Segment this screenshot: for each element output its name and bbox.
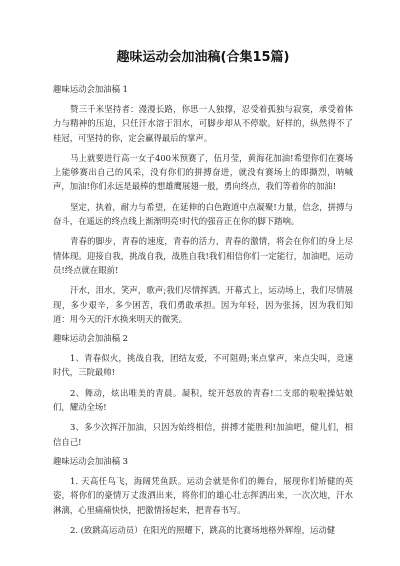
paragraph: 1、青春似火，挑战自我，团结友爱，不可阻碍;来点掌声，来点尖叫，竞速时代，三院最帅! [53, 353, 353, 378]
paragraph: 2、舞动，炫出唯美的青晨。凝积，绽开怒放的青春!二支部的啦啦操姑娘们，耀动全场! [53, 387, 353, 413]
section-heading: 趣味运动会加油稿 1 [53, 84, 128, 94]
section-heading: 趣味运动会加油稿 3 [53, 455, 128, 466]
paragraph: 马上就要进行高一女子400米预赛了，伍月莹，黄海花加油!希望你们在赛场上能够赛出自己的风采，没有你们的拼搏奋进，就没有赛场上的即撕烈，呐喊声，加油!你们永远是最棒的想雄鹰展翅一般，勇向终点，我们等着你的加油! [53, 152, 353, 192]
paragraph: 赞三千米坚持者：漫漫长路，你思一人独撑，忍受着孤独与寂寞，承受着体力与精神的压迫，只任汗水溶于泪水，可脚步却从不停歇。好样的，纵然得不了桂冠，可坚持的你，定会赢得最后的掌声。 [53, 104, 353, 143]
section-heading: 趣味运动会加油稿 2 [53, 333, 128, 344]
paragraph: 汗水，泪水，笑声，歌声;我们尽情挥洒。开幕式上，运动场上，我们尽情展现，多少艰辛，多少困苦，我们勇敢承担。因为年轻，因为张扬，因为我们知道：用今天的汗水换来明天的微笑。 [53, 285, 353, 324]
section-3 [53, 455, 353, 537]
paragraph: 坚定，执着，耐力与希望，在延伸的白色跑道中点凝聚!力量，信念，拼搏与奋斗，在遥远的终点线上渐渐明亮!时代的强音正在你的脚下踏响。 [53, 201, 353, 227]
paragraph: 1. 天高任鸟飞，海阔凭鱼跃。运动会就是你们的舞台，展现你们矫健的英姿，将你们的豪情万丈泼洒出来，将你们的雄心壮志挥洒出来，一次次地，汗水淋漓，心里痛痛快快，把激情扬起来，把青春书写。 [53, 475, 353, 515]
paragraph: 3、多少次挥汗加油，只因为始终相信，拼搏才能胜利!加油吧，健儿们，相信自己! [53, 422, 353, 447]
section-2 [53, 332, 353, 449]
paragraph: 青春的脚步，青春的速度，青春的活力，青春的激情，将会在你们的身上尽情体现。迎接自我，挑战自我，战胜自我!我们相信你们一定能行，加油吧，运动员!终点就在眼前! [53, 236, 353, 275]
document-title: 趣味运动会加油稿(合集15篇) [116, 50, 290, 65]
section-1 [53, 83, 353, 326]
paragraph: 2. (致跳高运动员）在阳光的照耀下，跳高的比赛场地格外辉煌，运动健 [70, 524, 336, 535]
